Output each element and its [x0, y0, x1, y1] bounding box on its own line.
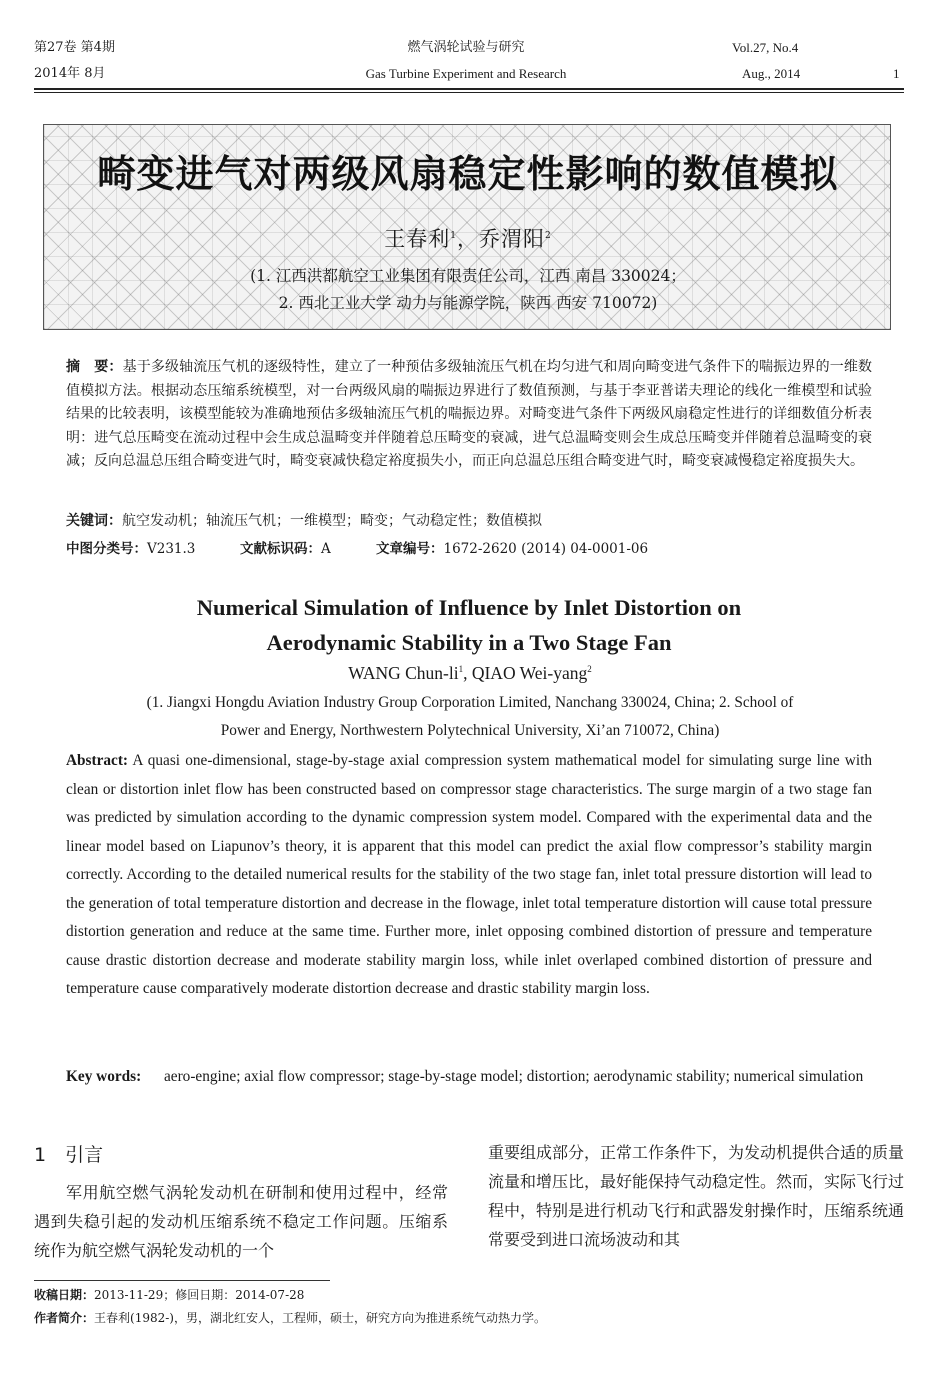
authors-en [60, 663, 880, 684]
keywords-en-label: Key words: [66, 1068, 142, 1085]
author-2-cn: 乔渭阳 [479, 227, 545, 251]
author-bio [34, 1309, 546, 1326]
authors-cn [44, 223, 892, 253]
section-1-heading: 1 引言 [34, 1144, 104, 1166]
body-column-left: 军用航空燃气涡轮发动机在研制和使用过程中，经常遇到失稳引起的发动机压缩系统不稳定工作问题。压缩系统作为航空燃气涡轮发动机的一个 [34, 1183, 448, 1260]
received-value: 2013-11-29；修回日期：2014-07-28 [94, 1288, 305, 1302]
affiliation-en-line-2: Power and Energy, Northwestern Polytechnical University, Xi’an 710072, China) [220, 722, 720, 739]
clc-value: V231.3 [147, 541, 196, 557]
title-box [43, 124, 891, 330]
author-bio-label: 作者简介： [34, 1311, 95, 1325]
paper-title-cn: 畸变进气对两级风扇稳定性影响的数值模拟 [97, 152, 839, 196]
header-rule-thin [34, 92, 904, 93]
footnote-rule [34, 1280, 330, 1281]
received-date [34, 1286, 304, 1303]
doc-code-label: 文献标识码： [240, 541, 321, 557]
abstract-cn-label: 摘 要： [66, 359, 123, 375]
date-en: Aug., 2014 [742, 66, 801, 81]
page-number: 1 [893, 66, 900, 81]
keywords-cn [66, 510, 872, 534]
journal-name-en: Gas Turbine Experiment and Research [365, 66, 567, 81]
affiliation-cn-line-1: (1. 江西洪都航空工业集团有限责任公司，江西 南昌 330024； [250, 267, 686, 285]
affiliation-en-line-1: (1. Jiangxi Hongdu Aviation Industry Group Corporation Limited, Nanchang 330024, China; 2. School of [146, 694, 794, 711]
abstract-cn [66, 356, 872, 474]
keywords-en-text: aero-engine; axial flow compressor; stage-by-stage model; distortion; aerodynamic stability; numerical simulation [164, 1068, 864, 1085]
author-2-en-affil-marker: 2 [587, 664, 592, 675]
classification-line [66, 537, 648, 557]
abstract-en [66, 747, 872, 1004]
author-1-cn: 王春利 [384, 227, 451, 251]
author-1-affil-marker: 1 [450, 231, 457, 241]
abstract-en-label: Abstract: [66, 752, 129, 769]
author-1-en-affil-marker: 1 [458, 664, 464, 675]
paper-title-en-line-1: Numerical Simulation of Influence by Inlet Distortion on [196, 595, 742, 620]
author-2-en: QIAO Wei-yang [471, 663, 588, 683]
received-label: 收稿日期： [34, 1288, 95, 1302]
article-no-label: 文章编号： [376, 541, 444, 557]
paper-title-en-line-2: Aerodynamic Stability in a Two Stage Fan [266, 630, 672, 655]
author-2-affil-marker: 2 [545, 231, 552, 241]
article-no-value: 1672-2620 (2014) 04-0001-06 [443, 541, 649, 557]
volume-issue-en: Vol.27, No.4 [732, 40, 799, 55]
keywords-cn-text: 航空发动机；轴流压气机；一维模型；畸变；气动稳定性；数值模拟 [122, 513, 542, 529]
abstract-en-text: A quasi one-dimensional, stage-by-stage axial compression system mathematical model for simulating surge line with clean or distortion inlet flow has been constructed based on compressor stage characteristics. The surge margin of a two stage fan was predicted by simulation according to the dynamic compression system model. Compared with the experimental data and the linear model based on Liapunov’s theory, it is apparent that this model can predict the axial flow compressor’s stability margin correctly. According to the detailed numerical results for the stability of the two stage fan, inlet total pressure distortion will lead to the generation of total temperature distortion and decrease in the flowage, inlet total temperature distortion will cause total pressure distortion generation and reduce at the same time. Further more, inlet opposing combined distortion of pressure and temperature cause drastic distortion decrease and moderate stability margin loss, while inlet overlaped combined distortion of pressure and temperature cause comparatively moderate distortion decrease and drastic stability margin loss. [66, 752, 872, 997]
doc-code-value: A [321, 541, 331, 557]
abstract-cn-text: 基于多级轴流压气机的逐级特性，建立了一种预估多级轴流压气机在均匀进气和周向畸变进气条件下的喘振边界的一维数值模拟方法。根据动态压缩系统模型，对一台两级风扇的喘振边界进行了数值预测，与基于李亚普诺夫理论的线化一维模型和试验结果的比较表明，该模型能较为准确地预估多级轴流压气机的喘振边界。对畸变进气条件下两级风扇稳定性进行的详细数值分析表明：进气总压畸变在流动过程中会生成总温畸变并伴随着总压畸变的衰减，进气总温畸变则会生成总压畸变并伴随着总温畸变的衰减；反向总温总压组合畸变进气时，畸变衰减快稳定裕度损失小，而正向总温总压组合畸变进气时，畸变衰减慢稳定裕度损失大。 [66, 359, 873, 470]
header-rule-thick [34, 88, 904, 90]
keywords-cn-label: 关键词： [66, 513, 122, 529]
journal-name-cn: 燃气涡轮试验与研究 [407, 40, 525, 55]
volume-issue-cn: 第27卷 第4期 [34, 40, 115, 55]
author-bio-value: 王春利(1982-)，男，湖北红安人，工程师，硕士，研究方向为推进系统气动热力学。 [94, 1311, 546, 1325]
author-separator-en: , [463, 663, 472, 683]
author-1-en: WANG Chun-li [348, 663, 459, 683]
clc-label: 中图分类号： [66, 541, 147, 557]
body-column-right: 重要组成部分，正常工作条件下，为发动机提供合适的质量流量和增压比，最好能保持气动稳定性。然而，实际飞行过程中，特别是进行机动飞行和武器发射操作时，压缩系统通常要受到进口流场波动和其 [488, 1143, 905, 1249]
author-separator-cn: ， [457, 227, 479, 251]
date-cn: 2014年 8月 [34, 66, 106, 81]
affiliation-cn-line-2: 2. 西北工业大学 动力与能源学院，陕西 西安 710072) [278, 294, 658, 312]
